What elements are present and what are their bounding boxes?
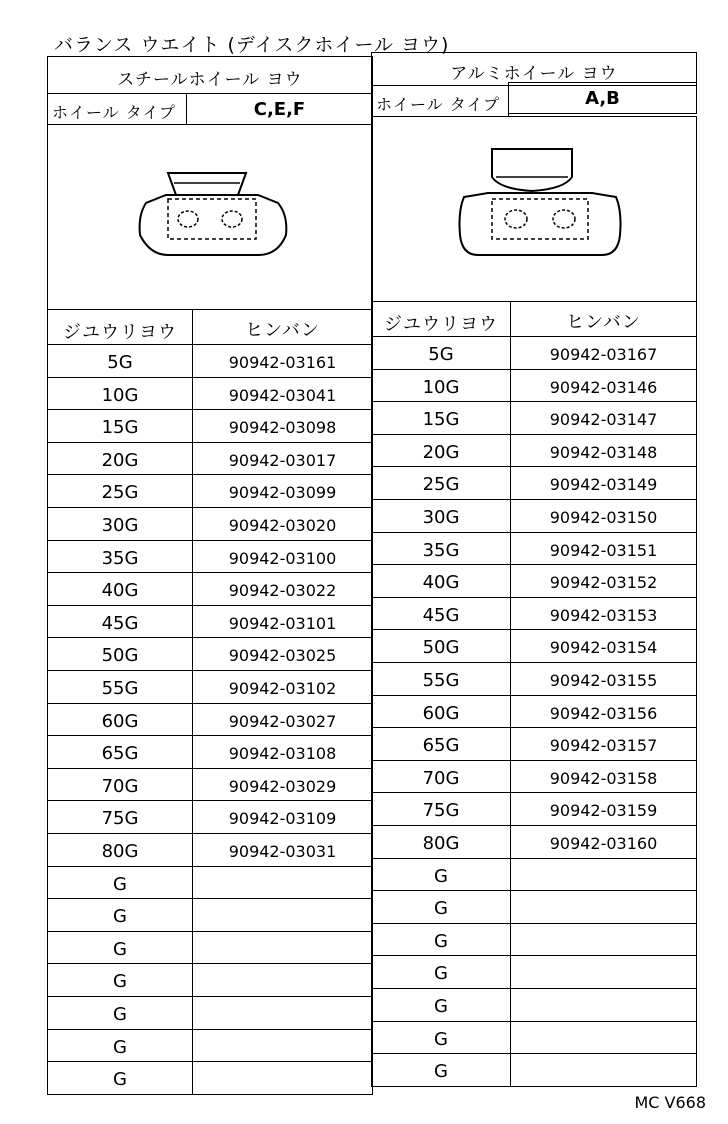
part-number: 90942-03020 [228,516,337,535]
part-number-cell [510,792,697,826]
weight-cell: 80G [422,833,460,854]
part-number-cell [192,605,373,639]
weight-cell: G [434,898,448,920]
weight-cell: 35G [422,539,460,561]
part-number-cell [192,507,373,541]
part-number-cell [192,572,373,606]
part-number: 90942-03098 [228,418,337,438]
weight-cell: 5G [107,352,133,373]
part-number: 90942-03160 [549,834,658,853]
table-row [371,434,511,468]
steel-weight-illustration-cell [47,124,373,310]
part-number-cell [510,662,697,696]
table-row [371,629,511,663]
part-number: 90942-03109 [228,809,337,829]
part-number: 90942-03156 [549,703,658,723]
part-number-cell [192,800,373,834]
table-row [371,466,511,500]
table-row [371,988,511,1022]
part-number: 90942-03152 [549,573,658,593]
table-row [371,923,511,957]
table-row [371,955,511,989]
part-number-cell [192,898,373,932]
weight-cell: 55G [422,670,460,691]
weight-cell: 45G [101,612,139,634]
page-code: MC V668 [634,1093,706,1112]
alloy-col-weight-cell [371,301,511,337]
steel-col-part-cell [192,309,373,345]
part-number: 90942-03041 [228,385,337,405]
alloy-header: アルミホイール ヨウ [450,64,618,84]
part-number: 90942-03149 [549,475,658,495]
weight-cell: G [113,1004,127,1025]
table-row [47,735,193,769]
weight-cell: 55G [101,678,139,699]
table-row [371,890,511,924]
part-number-cell [192,637,373,671]
weight-cell: 65G [101,743,139,765]
steel-type-label: ホイール タイプ [52,103,176,122]
table-row [371,695,511,729]
part-number-cell [192,377,373,411]
part-number-cell [192,540,373,574]
part-number-cell [510,401,697,435]
part-number: 90942-03158 [549,768,658,788]
weight-cell: G [113,971,127,993]
part-number-cell [192,1029,373,1063]
steel-type-value: C,E,F [253,99,306,120]
weight-cell: 80G [101,841,139,862]
table-row [47,833,193,867]
part-number-cell [192,931,373,965]
weight-cell: G [113,906,127,928]
part-number: 90942-03102 [228,679,337,698]
part-number: 90942-03155 [549,671,658,690]
table-row [371,1021,511,1055]
table-row [371,1053,511,1087]
weight-cell: 60G [101,710,139,732]
table-row [371,727,511,761]
part-number: 90942-03159 [549,801,658,821]
part-number-cell [510,629,697,663]
steel-type-value-cell [186,93,373,125]
part-number: 90942-03027 [228,711,337,731]
part-number: 90942-03148 [549,442,658,462]
alloy-type-value: A,B [585,88,620,109]
table-row [47,768,193,802]
weight-cell: 10G [422,376,460,398]
table-row [47,605,193,639]
weight-cell: G [434,963,448,985]
weight-cell: 60G [422,702,460,724]
alloy-col-part-cell [510,301,697,337]
part-number: 90942-03022 [228,581,337,601]
part-number-cell [510,434,697,468]
alloy-col-part: ヒンバン [566,312,641,333]
alloy-type-label: ホイール タイプ [376,95,500,114]
page-title: バランス ウエイト (デイスクホイール ヨウ) [54,34,450,56]
table-row [47,866,193,900]
table-row [47,800,193,834]
table-row [47,377,193,411]
steel-header-cell [47,56,373,94]
part-number: 90942-03100 [228,548,337,568]
part-number-cell [192,1061,373,1095]
part-number-cell [510,923,697,957]
table-row [47,898,193,932]
table-row [47,963,193,997]
table-row [371,564,511,598]
table-row [47,409,193,443]
weight-cell: 10G [101,384,139,406]
steel-col-weight: ジユウリヨウ [63,322,177,343]
alloy-col-weight: ジユウリヨウ [384,314,498,335]
weight-cell: G [113,873,127,895]
part-number-cell [192,866,373,900]
alloy-type-label-cell [371,85,509,117]
alloy-weight-illustration-cell [371,116,697,302]
table-row [47,540,193,574]
table-row [371,532,511,566]
part-number: 90942-03017 [228,450,337,470]
table-row [47,996,193,1030]
part-number-cell [510,695,697,729]
weight-cell: 25G [101,482,139,504]
part-number-cell [510,466,697,500]
table-row [371,792,511,826]
part-number: 90942-03031 [228,842,337,861]
weight-cell: 50G [422,637,460,659]
table-row [371,825,511,859]
parts-sheet [47,52,697,1102]
weight-cell: 20G [422,441,460,463]
weight-cell: 65G [422,735,460,757]
alloy-type-value-cell [508,82,697,114]
table-row [47,1061,193,1095]
weight-cell: G [434,1028,448,1050]
weight-cell: 40G [422,572,460,594]
table-row [371,336,511,370]
weight-cell: 40G [101,580,139,602]
weight-cell: 70G [101,775,139,797]
weight-cell: 75G [101,808,139,830]
part-number: 90942-03029 [228,776,337,796]
part-number-cell [510,1021,697,1055]
part-number-cell [192,703,373,737]
part-number: 90942-03161 [228,353,337,372]
part-number-cell [510,858,697,892]
part-number-cell [192,344,373,378]
weight-cell: 30G [101,515,139,536]
table-row [47,507,193,541]
weight-cell: 45G [422,604,460,626]
steel-col-weight-cell [47,309,193,345]
weight-cell: 30G [422,507,460,528]
table-row [371,401,511,435]
part-number-cell [192,670,373,704]
part-number-cell [192,442,373,476]
part-number: 90942-03167 [549,345,658,364]
part-number-cell [510,336,697,370]
weight-cell: G [113,1036,127,1058]
table-row [47,442,193,476]
part-number-cell [192,409,373,443]
part-number: 90942-03153 [549,605,658,625]
part-number-cell [510,369,697,403]
weight-cell: G [434,996,448,1017]
weight-cell: 70G [422,767,460,789]
part-number: 90942-03099 [228,483,337,503]
steel-type-label-cell [47,93,187,125]
weight-cell: G [113,938,127,960]
table-row [47,1029,193,1063]
table-row [47,344,193,378]
part-number: 90942-03150 [549,508,658,527]
weight-cell: G [434,930,448,952]
table-row [47,637,193,671]
table-row [371,760,511,794]
weight-cell: 5G [428,344,454,365]
table-row [371,499,511,533]
table-row [47,703,193,737]
steel-balance-weight-drawing [128,155,308,265]
weight-cell: 75G [422,800,460,822]
part-number-cell [510,988,697,1022]
weight-cell: 25G [422,474,460,496]
steel-header: スチールホイール ヨウ [117,70,303,90]
part-number-cell [510,890,697,924]
table-row [371,662,511,696]
part-number: 90942-03108 [228,744,337,764]
table-row [371,858,511,892]
part-number: 90942-03025 [228,646,337,666]
steel-col-part: ヒンバン [245,320,320,341]
part-number: 90942-03157 [549,736,658,756]
part-number-cell [510,955,697,989]
part-number-cell [192,474,373,508]
part-number-cell [192,735,373,769]
table-row [371,369,511,403]
part-number-cell [192,996,373,1030]
weight-cell: 15G [422,409,460,431]
weight-cell: 15G [101,417,139,439]
part-number-cell [192,768,373,802]
table-row [47,572,193,606]
part-number-cell [510,760,697,794]
table-row [47,474,193,508]
part-number: 90942-03151 [549,540,658,560]
part-number-cell [510,1053,697,1087]
part-number-cell [510,499,697,533]
part-number: 90942-03101 [228,613,337,633]
weight-cell: 50G [101,645,139,667]
part-number-cell [510,532,697,566]
weight-cell: 20G [101,449,139,471]
weight-cell: G [113,1069,127,1091]
weight-cell: G [434,1061,448,1083]
alloy-balance-weight-drawing [452,137,632,267]
part-number-cell [510,597,697,631]
part-number: 90942-03146 [549,377,658,397]
part-number: 90942-03147 [549,410,658,430]
table-row [47,931,193,965]
table-row [47,670,193,704]
part-number-cell [510,564,697,598]
alloy-header-cell [371,52,697,86]
part-number-cell [192,833,373,867]
table-row [371,597,511,631]
part-number: 90942-03154 [549,638,658,658]
part-number-cell [510,727,697,761]
part-number-cell [510,825,697,859]
part-number-cell [192,963,373,997]
weight-cell: 35G [101,547,139,569]
weight-cell: G [434,865,448,887]
